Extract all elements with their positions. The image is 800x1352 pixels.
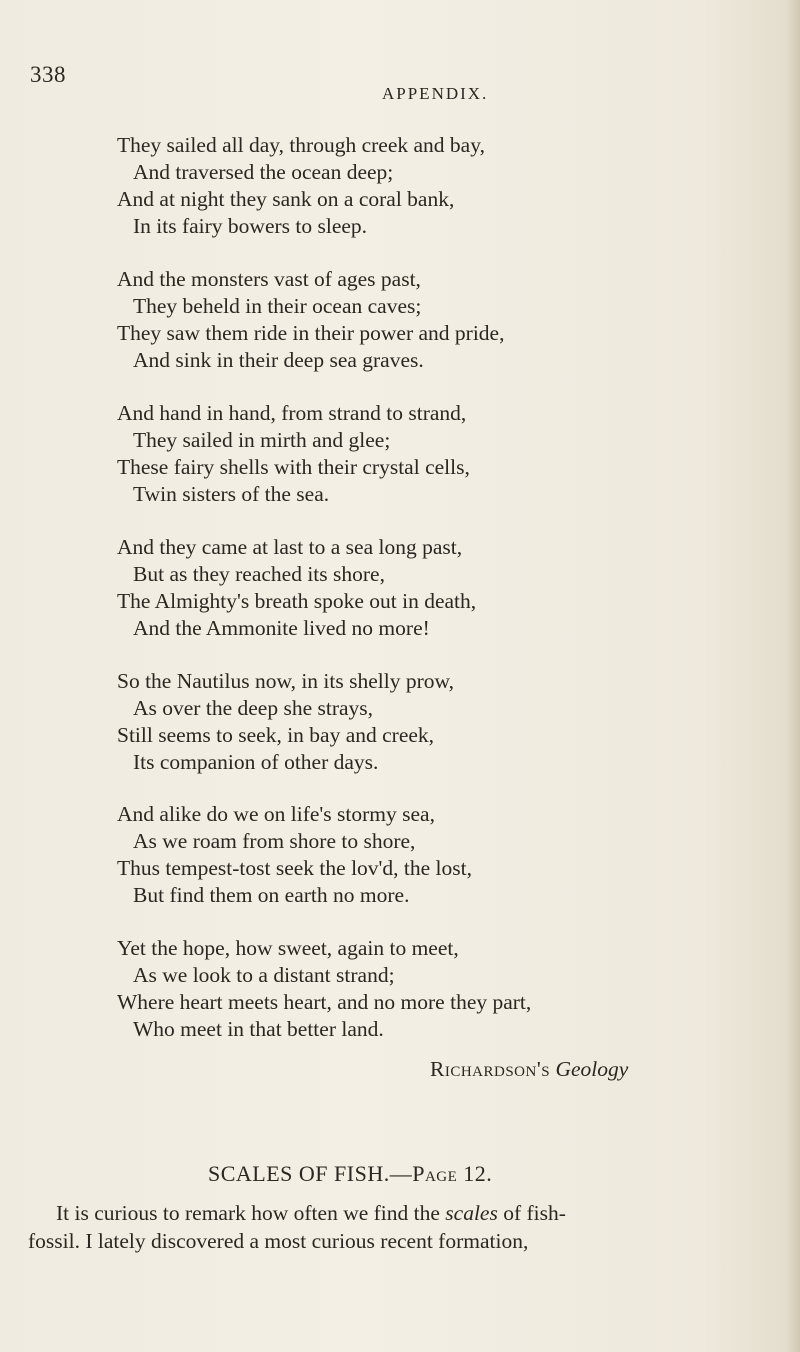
attribution-author: Richardson's <box>430 1057 551 1081</box>
poem-line: And at night they sank on a coral bank, <box>117 187 455 211</box>
prose-text: It is curious to remark how often we find the <box>56 1201 446 1225</box>
prose-text: of fish- <box>497 1201 566 1225</box>
poem-line: As we look to a distant strand; <box>133 963 395 987</box>
prose-line-2: fossil. I lately discovered a most curious recent formation, <box>28 1229 529 1253</box>
poem-line: They saw them ride in their power and pride, <box>117 321 505 345</box>
poem-line: And hand in hand, from strand to strand, <box>117 401 467 425</box>
poem-line: As over the deep she strays, <box>133 696 374 720</box>
poem-line: They sailed in mirth and glee; <box>133 428 391 452</box>
poem-line: And sink in their deep sea graves. <box>133 348 424 372</box>
section-heading <box>208 1161 492 1187</box>
poem-line: And they came at last to a sea long past, <box>117 535 463 559</box>
poem-line: Still seems to seek, in bay and creek, <box>117 723 435 747</box>
poem-line: And alike do we on life's stormy sea, <box>117 802 435 826</box>
page-number: 338 <box>30 62 66 87</box>
poem-line: These fairy shells with their crystal cells, <box>117 455 470 479</box>
poem-line: And the monsters vast of ages past, <box>117 267 421 291</box>
poem-line: So the Nautilus now, in its shelly prow, <box>117 669 455 693</box>
poem-line: In its fairy bowers to sleep. <box>133 214 368 238</box>
poem-line: And traversed the ocean deep; <box>133 160 394 184</box>
poem-line: And the Ammonite lived no more! <box>133 616 430 640</box>
poem-line: Where heart meets heart, and no more they part, <box>117 990 532 1014</box>
page-edge-shadow <box>786 0 800 1352</box>
poem-line: The Almighty's breath spoke out in death, <box>117 589 477 613</box>
attribution-work: Geology <box>555 1057 629 1081</box>
poem-line: Its companion of other days. <box>133 750 379 774</box>
prose-emphasis: scales <box>445 1201 498 1225</box>
prose-line-1 <box>56 1201 566 1226</box>
poem-line: But as they reached its shore, <box>133 562 385 586</box>
running-head: APPENDIX. <box>382 84 489 103</box>
poem-line: They beheld in their ocean caves; <box>133 294 422 318</box>
poem-line: Who meet in that better land. <box>133 1017 384 1041</box>
section-title: SCALES OF FISH.— <box>208 1161 413 1186</box>
poem-line: But find them on earth no more. <box>133 883 410 907</box>
poem-line: Thus tempest-tost seek the lov'd, the lost, <box>117 856 472 880</box>
section-page-ref: Page 12. <box>412 1161 493 1186</box>
poem-line: They sailed all day, through creek and bay, <box>117 133 485 157</box>
poem-attribution <box>430 1057 628 1082</box>
poem-line: As we roam from shore to shore, <box>133 829 416 853</box>
poem-line: Twin sisters of the sea. <box>133 482 330 506</box>
poem-line: Yet the hope, how sweet, again to meet, <box>117 936 459 960</box>
